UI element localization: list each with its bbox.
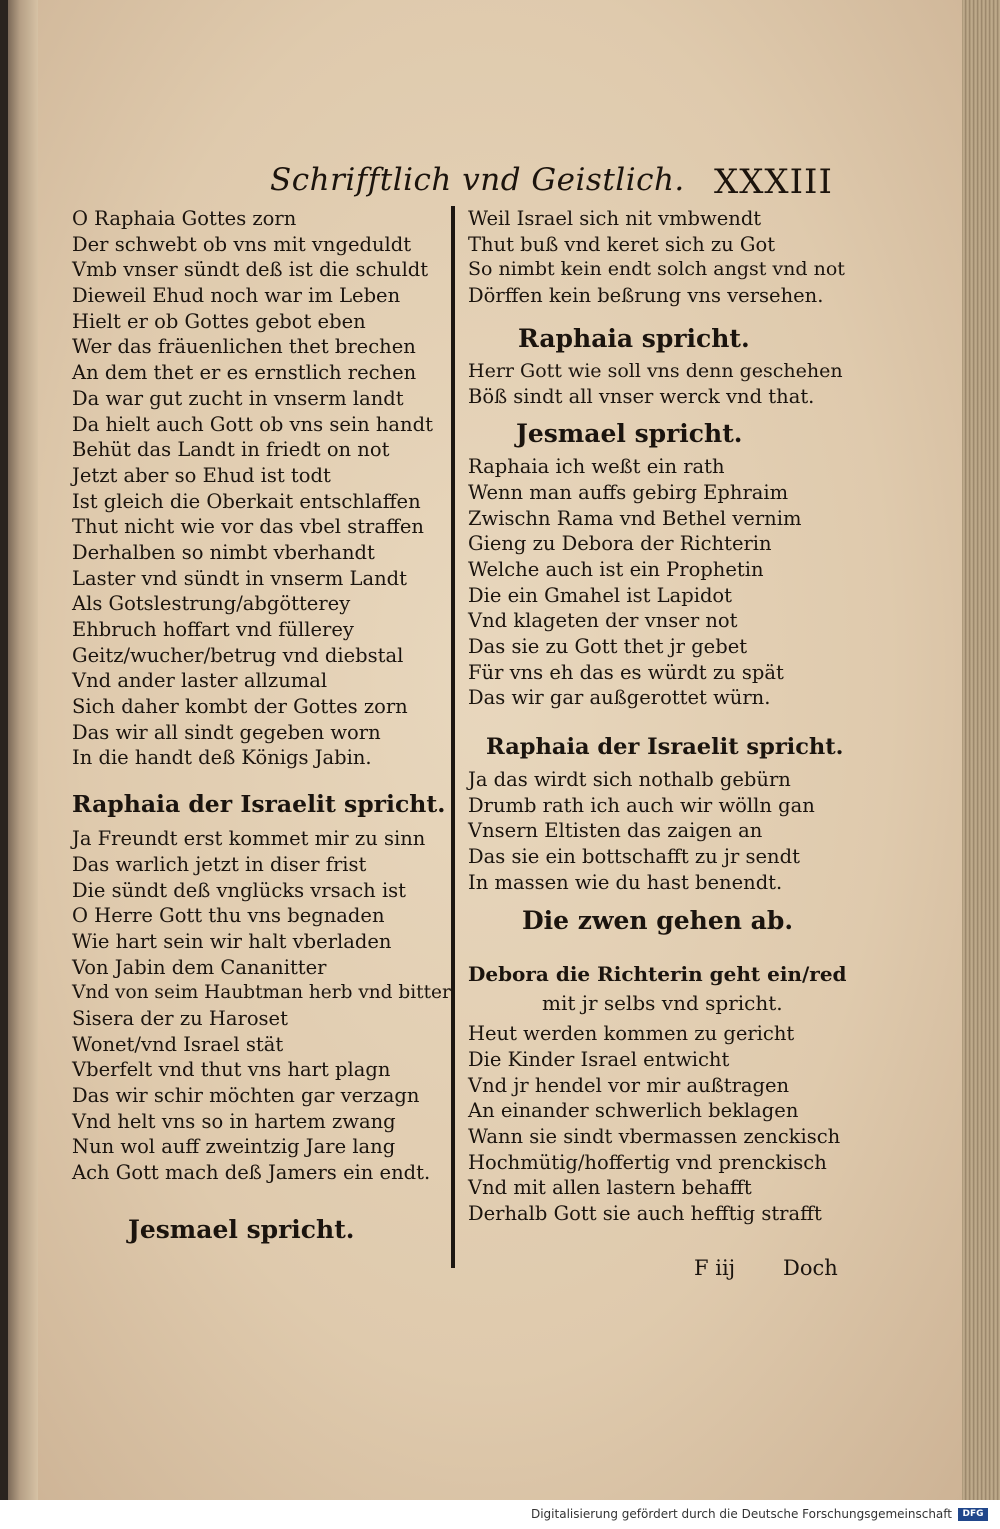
verse-line: Ja Freundt erst kommet mir zu sinn bbox=[72, 827, 426, 851]
verse-line: Das sie zu Gott thet jr gebet bbox=[468, 634, 748, 658]
verse-block bbox=[468, 359, 848, 410]
speaker-heading: Raphaia der Israelit spricht. bbox=[486, 734, 844, 760]
verse-line: Nun wol auff zweintzig Jare lang bbox=[72, 1135, 396, 1159]
verse-line: Thut nicht wie vor das vbel straffen bbox=[72, 515, 424, 539]
verse-line: Vnd von seim Haubtman herb vnd bitter bbox=[72, 982, 451, 1004]
verse-line: Vnd jr hendel vor mir außtragen bbox=[468, 1073, 790, 1097]
verse-line: Vnd mit allen lastern behafft bbox=[468, 1176, 752, 1200]
verse-line: In die handt deß Königs Jabin. bbox=[72, 746, 372, 770]
speaker-heading: Raphaia der Israelit spricht. bbox=[72, 790, 446, 819]
book-page bbox=[8, 0, 963, 1500]
verse-line: Das warlich jetzt in diser frist bbox=[72, 852, 367, 876]
verse-block bbox=[468, 206, 848, 309]
verse-line: So nimbt kein endt solch angst vnd not bbox=[468, 258, 845, 281]
verse-line: Geitz/wucher/betrug vnd diebstal bbox=[72, 643, 404, 667]
verse-line: Vnd klageten der vnser not bbox=[468, 609, 738, 633]
page-edges bbox=[962, 0, 1000, 1500]
verse-line: Die sündt deß vnglücks vrsach ist bbox=[72, 878, 407, 902]
verse-line: Sich daher kombt der Gottes zorn bbox=[72, 695, 408, 719]
verse-line: Für vns eh das es würdt zu spät bbox=[468, 660, 784, 684]
verse-line: Drumb rath ich auch wir wölln gan bbox=[468, 793, 815, 817]
verse-block bbox=[468, 1021, 848, 1227]
verse-line: Da hielt auch Gott ob vns sein handt bbox=[72, 412, 433, 436]
speaker-heading: Jesmael spricht. bbox=[128, 1214, 355, 1244]
verse-line: Vnsern Eltisten das zaigen an bbox=[468, 819, 763, 843]
verse-line: Sisera der zu Haroset bbox=[72, 1006, 288, 1030]
verse-line: Vnd helt vns so in hartem zwang bbox=[72, 1109, 396, 1133]
signature-mark: F iij bbox=[694, 1256, 736, 1280]
verse-line: An dem thet er es ernstlich rechen bbox=[72, 361, 417, 385]
verse-block bbox=[468, 767, 848, 895]
verse-line: Weil Israel sich nit vmbwendt bbox=[468, 207, 762, 230]
folio-number: XXXIII bbox=[714, 162, 833, 202]
digitization-footer bbox=[0, 1500, 1000, 1529]
verse-line: Ja das wirdt sich nothalb gebürn bbox=[468, 768, 791, 791]
verse-line: Vmb vnser sündt deß ist die schuldt bbox=[72, 258, 429, 282]
verse-line: In massen wie du hast benendt. bbox=[468, 870, 783, 894]
verse-line: Hielt er ob Gottes gebot eben bbox=[72, 309, 366, 333]
verse-line: Hochmütig/hoffertig vnd prenckisch bbox=[468, 1150, 827, 1174]
dfg-logo: DFG bbox=[958, 1508, 988, 1521]
verse-line: Jetzt aber so Ehud ist todt bbox=[72, 463, 331, 487]
column-rule bbox=[451, 206, 455, 1268]
verse-line: Ehbruch hoffart vnd füllerey bbox=[72, 618, 354, 641]
verse-line: Derhalben so nimbt vberhandt bbox=[72, 540, 375, 564]
verse-line: Die Kinder Israel entwicht bbox=[468, 1047, 730, 1071]
verse-line: Herr Gott wie soll vns denn geschehen bbox=[468, 359, 843, 382]
verse-line: Da war gut zucht in vnserm landt bbox=[72, 386, 404, 410]
verse-line: Vberfelt vnd thut vns hart plagn bbox=[72, 1058, 391, 1082]
verse-line: Von Jabin dem Cananitter bbox=[72, 955, 327, 979]
verse-line: O Herre Gott thu vns begnaden bbox=[72, 904, 385, 928]
verse-line: Behüt das Landt in friedt on not bbox=[72, 438, 390, 462]
verse-line: Böß sindt all vnser werck vnd that. bbox=[468, 385, 815, 409]
verse-block bbox=[72, 826, 452, 1186]
verse-line: Wann sie sindt vbermassen zenckisch bbox=[468, 1124, 841, 1148]
verse-line: Dieweil Ehud noch war im Leben bbox=[72, 284, 401, 308]
left-text-column bbox=[72, 206, 452, 1248]
verse-block bbox=[468, 454, 848, 711]
verse-line: Das wir schir möchten gar verzagn bbox=[72, 1084, 420, 1107]
verse-line: An einander schwerlich beklagen bbox=[468, 1099, 799, 1123]
verse-line: Zwischn Rama vnd Bethel vernim bbox=[468, 506, 802, 530]
speaker-heading-cont: mit jr selbs vnd spricht. bbox=[542, 991, 783, 1016]
funding-credit: Digitalisierung gefördert durch die Deutsche Forschungsgemeinschaft bbox=[530, 1507, 952, 1521]
verse-line: Wenn man auffs gebirg Ephraim bbox=[468, 480, 789, 504]
verse-line: Ist gleich die Oberkait entschlaffen bbox=[72, 489, 421, 513]
verse-line: Wonet/vnd Israel stät bbox=[72, 1032, 284, 1056]
verse-line: Das sie ein bottschafft zu jr sendt bbox=[468, 845, 800, 869]
verse-line: Welche auch ist ein Prophetin bbox=[468, 557, 764, 581]
verse-line: Die ein Gmahel ist Lapidot bbox=[468, 583, 733, 607]
verse-line: Vnd ander laster allzumal bbox=[72, 669, 328, 693]
verse-block bbox=[72, 206, 452, 771]
speaker-heading: Raphaia spricht. bbox=[518, 323, 750, 353]
verse-line: Gieng zu Debora der Richterin bbox=[468, 532, 772, 556]
page-gutter bbox=[8, 0, 38, 1500]
verse-line: Laster vnd sündt in vnserm Landt bbox=[72, 566, 407, 590]
speaker-heading: Debora die Richterin geht ein/red bbox=[468, 962, 847, 987]
verse-line: Als Gotslestrung/abgötterey bbox=[72, 592, 351, 616]
verse-line: Wie hart sein wir halt vberladen bbox=[72, 929, 392, 953]
catchword: Doch bbox=[783, 1256, 838, 1280]
verse-line: Wer das fräuenlichen thet brechen bbox=[72, 335, 416, 359]
verse-line: Der schwebt ob vns mit vngeduldt bbox=[72, 232, 412, 256]
verse-line: Derhalb Gott sie auch hefftig strafft bbox=[468, 1201, 822, 1225]
verse-line: Thut buß vnd keret sich zu Got bbox=[468, 232, 776, 256]
verse-line: O Raphaia Gottes zorn bbox=[72, 207, 297, 230]
speaker-heading: Jesmael spricht. bbox=[516, 419, 743, 449]
verse-line: Ach Gott mach deß Jamers ein endt. bbox=[72, 1161, 431, 1185]
verse-line: Das wir gar außgerottet würn. bbox=[468, 686, 771, 710]
verse-line: Dörffen kein beßrung vns versehen. bbox=[468, 284, 824, 308]
stage-direction: Die zwen gehen ab. bbox=[522, 906, 794, 936]
verse-line: Raphaia ich weßt ein rath bbox=[468, 455, 725, 479]
verse-line: Heut werden kommen zu gericht bbox=[468, 1022, 795, 1046]
running-title: Schrifftlich vnd Geistlich. bbox=[270, 162, 685, 198]
verse-line: Das wir all sindt gegeben worn bbox=[72, 720, 381, 744]
right-text-column bbox=[468, 206, 848, 1227]
